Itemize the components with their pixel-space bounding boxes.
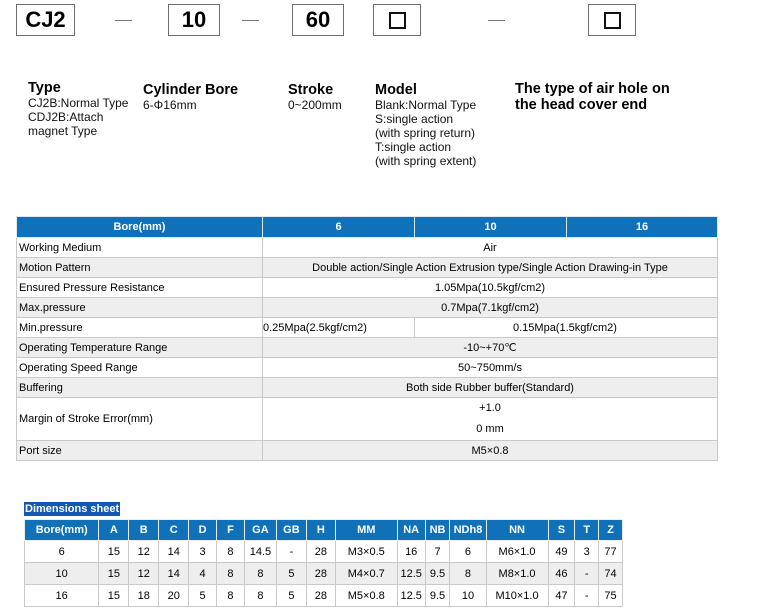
dimensions-cell: 10: [450, 585, 486, 607]
dimensions-cell: 18: [129, 585, 159, 607]
dimensions-row: [25, 563, 623, 585]
spec-header-cell: Bore(mm): [17, 217, 263, 238]
dimensions-cell: 28: [306, 585, 335, 607]
spec-value: 0.15Mpa(1.5kgf/cm2): [415, 318, 718, 338]
stroke-error-upper: +1.0: [479, 402, 501, 414]
spec-value: [263, 398, 718, 441]
spec-value: 50~750mm/s: [263, 358, 718, 378]
spec-row: [17, 441, 718, 461]
model-line: S:single action: [375, 112, 454, 126]
dimensions-cell: 15: [99, 585, 129, 607]
air-hole-heading: the head cover end: [515, 97, 648, 113]
dimensions-cell: 77: [599, 541, 623, 563]
dimensions-cell: M4×0.7: [335, 563, 397, 585]
spec-label: Ensured Pressure Resistance: [17, 278, 263, 298]
dimensions-body: [25, 541, 623, 607]
dimensions-cell: 6: [450, 541, 486, 563]
bore-description: [143, 82, 238, 112]
spec-value: 0.7Mpa(7.1kgf/cm2): [263, 298, 718, 318]
bore-heading: Cylinder Bore: [143, 82, 239, 98]
spec-value: 0.25Mpa(2.5kgf/cm2): [263, 318, 415, 338]
model-line: (with spring extent): [375, 154, 477, 168]
type-line: CJ2B:Normal Type: [28, 96, 129, 110]
dimensions-title: Dimensions sheet: [25, 503, 120, 515]
bore-code: 10: [181, 7, 207, 32]
dimensions-header-cell: Z: [599, 520, 623, 541]
dimensions-cell: 16: [25, 585, 99, 607]
dimensions-cell: 12.5: [397, 563, 425, 585]
dimensions-cell: 8: [217, 541, 245, 563]
dimensions-cell: 14.5: [244, 541, 276, 563]
type-line: magnet Type: [28, 124, 98, 138]
dimensions-cell: 9.5: [425, 585, 450, 607]
spec-header-cell: 10: [415, 217, 567, 238]
spec-label: Operating Speed Range: [17, 358, 263, 378]
spec-label: Min.pressure: [17, 318, 263, 338]
model-heading: Model: [375, 82, 417, 98]
spec-row: [17, 298, 718, 318]
model-line: Blank:Normal Type: [375, 98, 477, 112]
spec-value: 1.05Mpa(10.5kgf/cm2): [263, 278, 718, 298]
bore-line: 6-Φ16mm: [143, 98, 197, 112]
dimensions-cell: 15: [99, 563, 129, 585]
dimensions-cell: -: [276, 541, 306, 563]
spec-header-cell: 6: [263, 217, 415, 238]
dimensions-cell: -: [575, 585, 599, 607]
dimensions-cell: 47: [548, 585, 575, 607]
dimensions-cell: M3×0.5: [335, 541, 397, 563]
dimensions-cell: 8: [217, 585, 245, 607]
dimensions-header-row: [25, 520, 623, 541]
specification-table: [16, 216, 718, 461]
dimensions-cell: 15: [99, 541, 129, 563]
type-heading: Type: [28, 80, 61, 96]
spec-row: [17, 238, 718, 258]
dimensions-header-cell: GB: [276, 520, 306, 541]
dimensions-header-cell: NN: [486, 520, 548, 541]
spec-value: Both side Rubber buffer(Standard): [263, 378, 718, 398]
dimensions-header-cell: A: [99, 520, 129, 541]
spec-label: Buffering: [17, 378, 263, 398]
dimensions-cell: 8: [450, 563, 486, 585]
dimensions-cell: 49: [548, 541, 575, 563]
model-blank-square: [389, 12, 406, 29]
dimensions-cell: 4: [189, 563, 217, 585]
model-line: T:single action: [375, 140, 452, 154]
dimensions-cell: 12: [129, 563, 159, 585]
spec-label: Working Medium: [17, 238, 263, 258]
spec-row: [17, 378, 718, 398]
dimensions-cell: 14: [159, 541, 189, 563]
spec-row: [17, 318, 718, 338]
spec-label: Motion Pattern: [17, 258, 263, 278]
dash-separator: [115, 20, 132, 21]
spec-row: [17, 278, 718, 298]
dimensions-cell: 6: [25, 541, 99, 563]
dimensions-header-cell: NDh8: [450, 520, 486, 541]
air-hole-blank-square: [604, 12, 621, 29]
dimensions-header-cell: F: [217, 520, 245, 541]
dimensions-cell: 14: [159, 563, 189, 585]
spec-label: Max.pressure: [17, 298, 263, 318]
dimensions-header-cell: GA: [244, 520, 276, 541]
dimensions-cell: 7: [425, 541, 450, 563]
dimensions-cell: 8: [217, 563, 245, 585]
stroke-heading: Stroke: [288, 82, 334, 98]
dimensions-cell: M10×1.0: [486, 585, 548, 607]
model-description: [375, 82, 476, 168]
spec-row: [17, 398, 718, 441]
stroke-line: 0~200mm: [288, 98, 342, 112]
dimensions-cell: 46: [548, 563, 575, 585]
dimensions-cell: 74: [599, 563, 623, 585]
dimensions-cell: 12: [129, 541, 159, 563]
dimensions-cell: 12.5: [397, 585, 425, 607]
dimensions-header-cell: Bore(mm): [25, 520, 99, 541]
dimensions-row: [25, 585, 623, 607]
dash-separator: [242, 20, 259, 21]
dimensions-header-cell: S: [548, 520, 575, 541]
dimensions-cell: 3: [575, 541, 599, 563]
spec-header-cell: 16: [567, 217, 718, 238]
dimensions-cell: 3: [189, 541, 217, 563]
air-hole-code-box: [588, 4, 636, 36]
dimensions-cell: 9.5: [425, 563, 450, 585]
spec-value: M5×0.8: [263, 441, 718, 461]
dimensions-header-cell: H: [306, 520, 335, 541]
dimensions-header-cell: D: [189, 520, 217, 541]
stroke-code-box: [292, 4, 344, 36]
dimensions-cell: 28: [306, 541, 335, 563]
dimensions-cell: M8×1.0: [486, 563, 548, 585]
dimensions-header-cell: MM: [335, 520, 397, 541]
dimensions-cell: 5: [189, 585, 217, 607]
dimensions-cell: 75: [599, 585, 623, 607]
dimensions-cell: 16: [397, 541, 425, 563]
dimensions-header-cell: T: [575, 520, 599, 541]
dimensions-cell: 5: [276, 563, 306, 585]
spec-label: Margin of Stroke Error(mm): [17, 398, 263, 441]
dimensions-cell: 28: [306, 563, 335, 585]
type-code-box: [16, 4, 75, 36]
dimensions-header-cell: C: [159, 520, 189, 541]
dimensions-row: [25, 541, 623, 563]
dimensions-header-cell: B: [129, 520, 159, 541]
type-description: [28, 80, 128, 138]
spec-value: Double action/Single Action Extrusion type/Single Action Drawing-in Type: [263, 258, 718, 278]
spec-row: [17, 358, 718, 378]
dimensions-header-cell: NB: [425, 520, 450, 541]
air-hole-heading: The type of air hole on: [515, 81, 670, 97]
dimensions-cell: 8: [244, 585, 276, 607]
spec-row: [17, 258, 718, 278]
dimensions-cell: 10: [25, 563, 99, 585]
dimensions-cell: -: [575, 563, 599, 585]
dimensions-header-cell: NA: [397, 520, 425, 541]
model-code-box: [373, 4, 421, 36]
spec-label: Operating Temperature Range: [17, 338, 263, 358]
dimensions-cell: 8: [244, 563, 276, 585]
spec-value: Air: [263, 238, 718, 258]
bore-code-box: [168, 4, 220, 36]
dash-separator: [488, 20, 505, 21]
stroke-description: [288, 82, 342, 112]
dimensions-cell: M5×0.8: [335, 585, 397, 607]
dimensions-table: [24, 519, 623, 607]
spec-value: -10~+70℃: [263, 338, 718, 358]
type-code: CJ2: [25, 7, 66, 32]
stroke-code: 60: [305, 7, 331, 32]
model-line: (with spring return): [375, 126, 476, 140]
type-line: CDJ2B:Attach: [28, 110, 104, 124]
spec-row: [17, 338, 718, 358]
air-hole-description: [515, 81, 670, 113]
spec-header-row: [17, 217, 718, 238]
dimensions-cell: 20: [159, 585, 189, 607]
stroke-error-lower: 0 mm: [476, 423, 504, 435]
dimensions-cell: M6×1.0: [486, 541, 548, 563]
dimensions-cell: 5: [276, 585, 306, 607]
spec-label: Port size: [17, 441, 263, 461]
